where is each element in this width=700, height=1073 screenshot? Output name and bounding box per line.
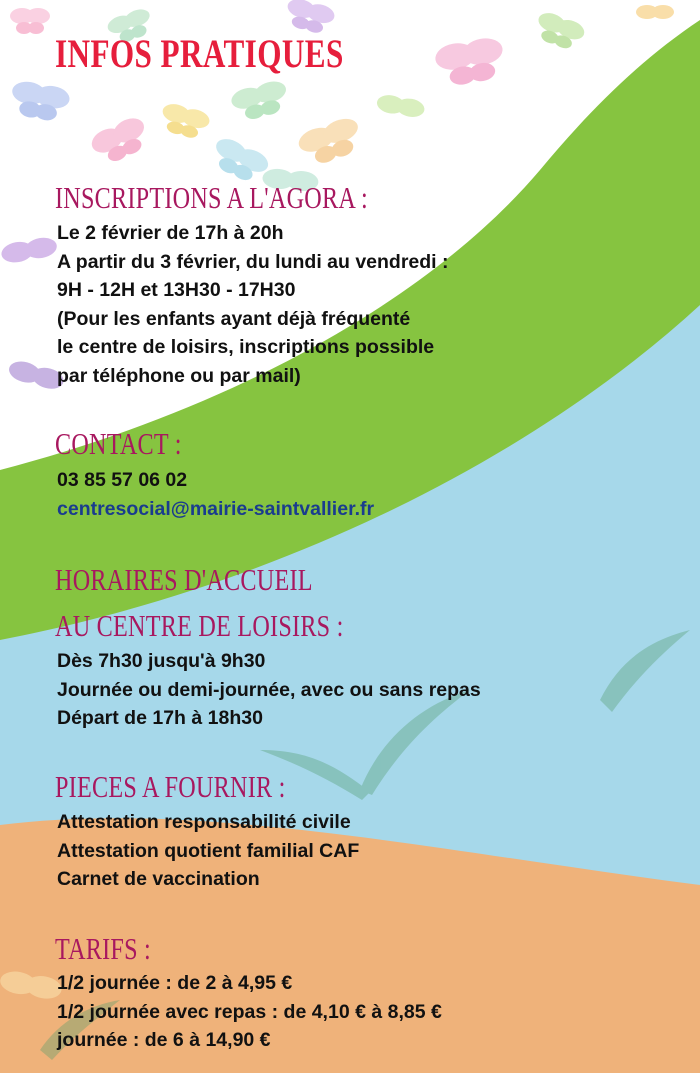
- text-line: Carnet de vaccination: [57, 868, 260, 890]
- price-line: 1/2 journée : de 2 à 4,95 €: [57, 972, 293, 994]
- price-line: journée : de 6 à 14,90 €: [57, 1029, 271, 1051]
- contact-details: [57, 466, 374, 523]
- contact-email-link[interactable]: centresocial@mairie-saintvallier.fr: [57, 497, 375, 520]
- page-title: INFOS PRATIQUES: [55, 31, 344, 76]
- horaires-details: [57, 647, 481, 733]
- text-line: Le 2 février de 17h à 20h: [57, 222, 284, 244]
- text-line: le centre de loisirs, inscriptions possible: [57, 336, 435, 358]
- text-line: 9H - 12H et 13H30 - 17H30: [57, 279, 296, 301]
- contact-heading: CONTACT :: [55, 426, 182, 461]
- price-line: 1/2 journée avec repas : de 4,10 € à 8,85 €: [57, 1000, 442, 1023]
- text-line: Dès 7h30 jusqu'à 9h30: [57, 650, 266, 672]
- text-line: (Pour les enfants ayant déjà fréquenté: [57, 307, 411, 330]
- text-line: Attestation responsabilité civile: [57, 811, 351, 833]
- text-line: Attestation quotient familial CAF: [57, 839, 360, 862]
- tarifs-heading: TARIFS :: [55, 931, 152, 966]
- pieces-heading: PIECES A FOURNIR :: [55, 769, 286, 804]
- pieces-details: [57, 808, 359, 894]
- text-line: Départ de 17h à 18h30: [57, 707, 263, 729]
- inscriptions-heading: INSCRIPTIONS A L'AGORA :: [55, 180, 368, 215]
- inscriptions-details: [57, 219, 449, 390]
- text-line: A partir du 3 février, du lundi au vendredi :: [57, 250, 449, 273]
- contact-phone: 03 85 57 06 02: [57, 469, 188, 491]
- text-line: par téléphone ou par mail): [57, 364, 301, 387]
- tarifs-details: [57, 969, 442, 1055]
- horaires-heading-line2: AU CENTRE DE LOISIRS :: [55, 608, 344, 643]
- horaires-heading: HORAIRES D'ACCUEIL: [55, 562, 313, 597]
- text-line: Journée ou demi-journée, avec ou sans repas: [57, 678, 481, 701]
